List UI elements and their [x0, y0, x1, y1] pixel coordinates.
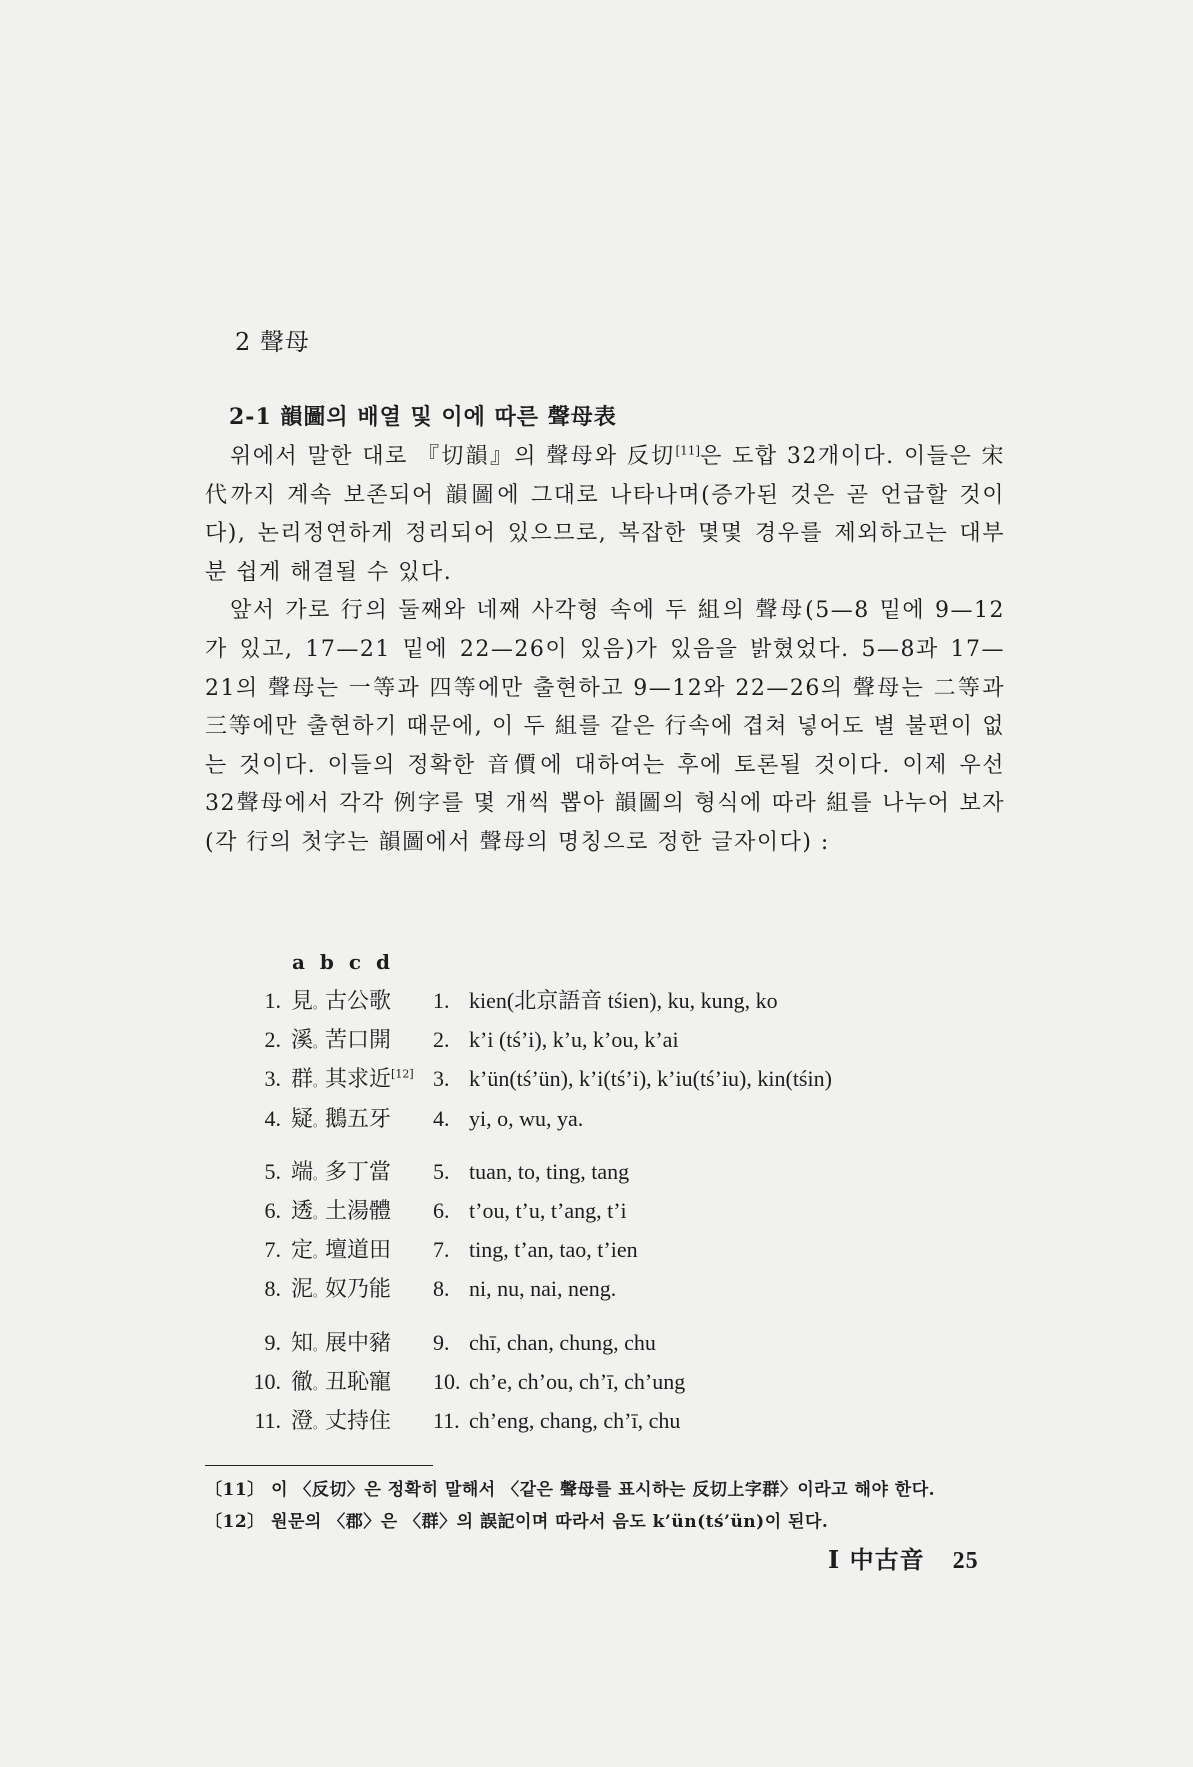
row-number: 6.: [264, 1197, 281, 1223]
initial-marker: 。: [313, 1036, 326, 1051]
example-chars: 壇道田: [325, 1238, 392, 1264]
example-chars: 展中豬: [325, 1330, 392, 1356]
reading-number: 6.: [433, 1197, 450, 1223]
example-chars: 古公歌: [325, 989, 392, 1014]
initial-marker: 。: [313, 1075, 326, 1090]
paragraph-1-text: 위에서 말한 대로 『切韻』의 聲母와 反切: [230, 444, 676, 469]
initial-marker: 。: [313, 1206, 326, 1221]
example-characters: [281, 984, 433, 1015]
example-characters: [281, 1272, 433, 1303]
readings: ch’eng, chang, ch’ī, chu: [469, 1407, 681, 1433]
initial-marker: 。: [313, 1377, 326, 1392]
footnote-ref-11: [11]: [675, 443, 701, 458]
reading-number: 5.: [433, 1158, 450, 1184]
initial-marker: 。: [313, 997, 326, 1011]
reading-number: 8.: [433, 1276, 450, 1302]
reading-number: 10.: [433, 1368, 461, 1394]
initial-name: 定: [291, 1238, 314, 1264]
reading-number: 1.: [433, 988, 450, 1013]
paragraph-1: [205, 438, 1005, 592]
footnote-12: 〔12〕 원문의 〈郡〉은 〈群〉의 誤記이며 따라서 음도 k’ün(tś’ün)이 된다.: [205, 1512, 829, 1532]
row-number: 10.: [253, 1368, 281, 1394]
example-characters: [281, 1365, 433, 1396]
example-chars: 奴乃能: [325, 1277, 392, 1303]
initial-name: 徹: [291, 1369, 314, 1395]
readings: ting, t’an, tao, t’ien: [469, 1237, 638, 1263]
example-chars: 鵝五牙: [325, 1106, 392, 1132]
footnote-rule: [205, 1465, 433, 1466]
readings: t’ou, t’u, t’ang, t’i: [469, 1197, 627, 1223]
page-footer: [828, 1540, 979, 1575]
example-characters: [281, 1194, 433, 1225]
paragraph-2-text: 앞서 가로 行의 둘째와 네째 사각형 속에 두 組의 聲母(5—8 밑에 9—12가 있고, 17—21 밑에 22—26이 있음)가 있음을 밝혔었다. 5—8과 17—21의 聲母는 一等과 四等에만 출현하고 9—12와 22—26의 聲母는 二等과 三等에만 출현하기 때문에, 이 두 組를 같은 行속에 겹쳐 넣어도 별 불편이 없는 것이다. 이들의 정확한 音價에 대하여는 후에 토론될 것이다. 이제 우선 32聲母에서 각각 例字를 몇 개씩 뽑아 韻圖의 형식에 따라 組를 나누어 보자(각 行의 첫字는 韻圖에서 聲母의 명칭으로 정한 글자이다) :: [205, 598, 1005, 855]
row-number: 3.: [264, 1066, 281, 1092]
reading-number: 11.: [433, 1407, 460, 1433]
example-chars: 丈持住: [325, 1408, 392, 1434]
example-characters: [281, 1102, 433, 1133]
example-chars: 土湯體: [325, 1198, 392, 1224]
reading-number: 7.: [433, 1237, 450, 1263]
table-row: [235, 1023, 1015, 1062]
readings: kien(北京語音 tśien), ku, kung, ko: [469, 988, 778, 1013]
readings: k’i (tś’i), k’u, k’ou, k’ai: [469, 1027, 679, 1053]
initial-name: 疑: [291, 1106, 314, 1132]
column-header-abcd: a b c d: [292, 950, 390, 974]
example-characters: [281, 1326, 433, 1357]
section-title: 2 聲母: [235, 328, 310, 356]
paragraph-2: [205, 592, 1005, 862]
row-number: 4.: [264, 1105, 281, 1131]
reading-number: 2.: [433, 1027, 450, 1053]
footnotes: [205, 1474, 1025, 1538]
subsection-title: 2-1 韻圖의 배열 및 이에 따른 聲母表: [229, 404, 617, 430]
initial-marker: 。: [313, 1285, 326, 1300]
table-row: [235, 1404, 1015, 1443]
readings: ni, nu, nai, neng.: [469, 1276, 617, 1302]
initial-marker: 。: [313, 1167, 326, 1182]
table-row: [235, 984, 1015, 1023]
example-chars: 多丁當: [325, 1159, 392, 1185]
row-number: 2.: [264, 1027, 281, 1053]
initial-marker: 。: [313, 1246, 326, 1261]
table-row: [235, 1102, 1015, 1141]
row-number: 7.: [264, 1237, 281, 1263]
readings: yi, o, wu, ya.: [469, 1105, 584, 1131]
readings: tuan, to, ting, tang: [469, 1158, 630, 1184]
row-number: 5.: [264, 1158, 281, 1184]
initial-name: 見: [291, 989, 314, 1014]
paragraph-1-text-cont: 은 도합 32개이다. 이들은 宋代까지 계속 보존되어 韻圖에 그대로 나타나며(증가된 것은 곧 언급할 것이다), 논리정연하게 정리되어 있으므로, 복잡한 몇몇 경우를 제외하고는 대부분 쉽게 해결될 수 있다.: [205, 444, 1005, 585]
table-row: [235, 1365, 1015, 1404]
table-row: [235, 1326, 1015, 1365]
row-number: 9.: [264, 1329, 281, 1355]
initial-marker: 。: [313, 1338, 326, 1353]
initials-table: [235, 984, 1015, 1443]
table-row: [235, 1233, 1015, 1272]
page-number: 25: [952, 1548, 979, 1574]
initial-name: 端: [291, 1159, 314, 1185]
reading-number: 4.: [433, 1105, 450, 1131]
reading-number: 9.: [433, 1329, 450, 1355]
table-row: [235, 1194, 1015, 1233]
initial-marker: 。: [313, 1416, 326, 1431]
example-chars: 苦口開: [325, 1028, 392, 1054]
table-row: [235, 1062, 1015, 1101]
footnote-11: 〔11〕 이 〈反切〉은 정확히 말해서 〈같은 聲母를 표시하는 反切上字群〉이라고 해야 한다.: [205, 1480, 936, 1500]
table-row: [235, 1155, 1015, 1194]
row-number: 11.: [254, 1407, 281, 1433]
body-text: [205, 438, 1005, 863]
running-head: I 中古音: [828, 1545, 925, 1574]
readings: k’ün(tś’ün), k’i(tś’i), k’iu(tś’iu), kin(tśin): [469, 1066, 832, 1092]
example-chars: 其求近: [325, 1067, 392, 1093]
example-characters: [281, 1404, 433, 1435]
initial-name: 知: [291, 1330, 314, 1356]
table-row: [235, 1272, 1015, 1311]
initial-marker: 。: [313, 1114, 326, 1129]
initial-name: 群: [291, 1067, 314, 1093]
row-number: 8.: [264, 1276, 281, 1302]
readings: ch’e, ch’ou, ch’ī, ch’ung: [469, 1368, 686, 1394]
initial-name: 澄: [291, 1408, 314, 1434]
example-characters: [281, 1023, 433, 1054]
readings: chī, chan, chung, chu: [469, 1329, 656, 1355]
initial-name: 泥: [291, 1277, 314, 1303]
initial-name: 溪: [291, 1028, 314, 1054]
footnote-ref: [12]: [391, 1068, 414, 1082]
example-chars: 丑恥寵: [325, 1369, 392, 1395]
example-characters: [281, 1062, 433, 1093]
example-characters: [281, 1155, 433, 1186]
row-number: 1.: [264, 988, 281, 1013]
example-characters: [281, 1233, 433, 1264]
initial-name: 透: [291, 1198, 314, 1224]
reading-number: 3.: [433, 1066, 450, 1092]
